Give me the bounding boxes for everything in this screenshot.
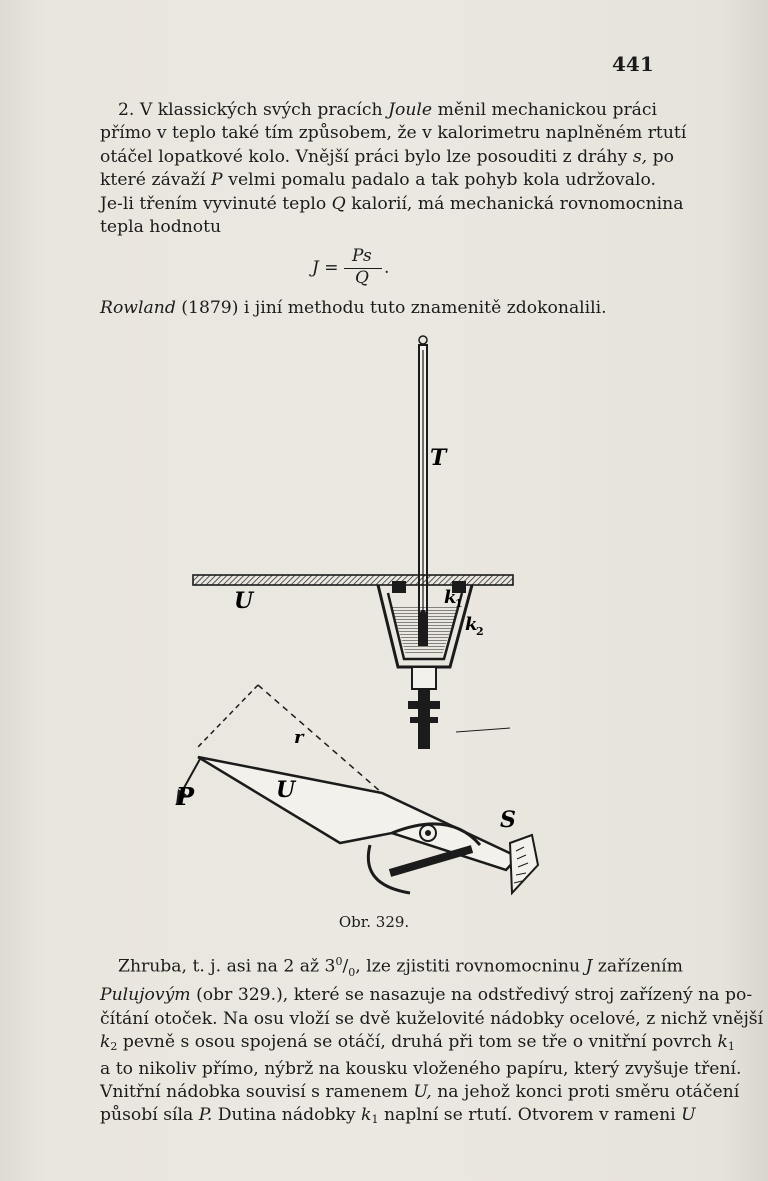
text-line: 2. V klassických svých pracích	[118, 100, 383, 120]
label-t: T	[430, 445, 447, 471]
text-segment: 0	[335, 955, 343, 968]
text-line: přímo v teplo také tím způsobem, že v kalorimetru naplněném rtutí	[100, 123, 687, 144]
text-segment: Vnitřní nádobka souvisí s ramenem	[100, 1082, 408, 1103]
text-line: velmi pomalu padalo a tak pohyb kola udržovalo.	[228, 170, 657, 191]
label-r: r	[294, 727, 304, 748]
text-line: tepla hodnotu	[100, 217, 222, 238]
var-q: Q	[331, 193, 346, 214]
label-k1: k	[444, 587, 457, 608]
text-segment: působí síla	[100, 1105, 194, 1126]
name-rowland: Rowland	[100, 298, 176, 318]
text-line: které závaží	[100, 170, 206, 191]
text-segment: Dutina nádobky	[217, 1105, 356, 1126]
text-line: (1879) i jiní methodu tuto znamenitě zdokonalili.	[181, 298, 607, 318]
var-s: s,	[632, 146, 648, 167]
label-p: P	[176, 782, 195, 811]
page-number: 441	[612, 52, 654, 76]
text-segment: 1	[727, 1039, 735, 1053]
paragraph-pului	[100, 950, 764, 1132]
text-segment: na jehož konci proti směru otáčení	[437, 1082, 740, 1103]
paragraph-rowland	[100, 297, 656, 320]
label-k2: k	[465, 614, 478, 635]
text-line: Je-li třením vyvinuté teplo	[100, 193, 327, 214]
formula-lhs: J =	[312, 258, 339, 278]
var-u: U,	[413, 1082, 432, 1103]
text-line	[100, 984, 753, 1007]
text-line: otáčel lopatkové kolo. Vnější práci bylo lze posouditi z dráhy	[100, 146, 628, 167]
var-k: k	[100, 1031, 111, 1052]
thermometer	[419, 336, 427, 646]
var-k: k	[361, 1105, 372, 1126]
text-line	[100, 950, 683, 984]
figure-caption: Obr. 329.	[338, 913, 410, 931]
text-segment: (obr 329.), které se nasazuje na odstředivý stroj zařízený na po-	[196, 985, 753, 1006]
text-segment: Zhruba, t. j. asi na 2 až 3	[118, 956, 336, 977]
label-s: S	[500, 807, 516, 833]
scale-s	[510, 835, 538, 893]
text-line	[100, 1081, 740, 1104]
text-segment: , lze zjistiti rovnomocninu	[355, 956, 581, 977]
label-k2-sub: 2	[476, 625, 484, 638]
text-segment: 1	[371, 1113, 379, 1127]
formula-period: .	[384, 258, 390, 278]
text-segment: /	[342, 956, 349, 977]
name-pului: Pulujovým	[100, 985, 191, 1006]
text-line: měnil mechanickou práci	[437, 100, 658, 120]
text-line	[100, 1104, 696, 1131]
text-segment: 2	[110, 1039, 118, 1053]
formula-joule-equivalent	[300, 247, 440, 287]
text-segment: zařízením	[597, 956, 683, 977]
text-segment: pevně s osou spojená se otáčí, druhá při tom se tře o vnitřní povrch	[122, 1031, 712, 1052]
var-u: U	[681, 1105, 696, 1126]
text-segment: 0	[348, 966, 356, 980]
figure-pului-apparatus	[160, 325, 560, 905]
text-line: po	[652, 146, 674, 167]
apparatus-diagram	[160, 325, 560, 905]
text-line: čítání otoček. Na osu vloží se dvě kuželovité nádobky ocelové, z nichž vnější	[100, 1008, 764, 1029]
label-u-plate: U	[234, 588, 254, 614]
var-j: J	[585, 956, 593, 977]
text-line: kalorií, má mechanická rovnomocnina	[351, 193, 684, 214]
text-line: a to nikoliv přímo, nýbrž na kousku vloženého papíru, který zvyšuje tření.	[100, 1058, 742, 1079]
paragraph-joule	[100, 99, 687, 239]
text-line	[100, 1031, 735, 1058]
formula-denominator: Q	[355, 268, 369, 288]
arm-u	[198, 757, 518, 893]
text-segment: naplní se rtutí. Otvorem v rameni	[383, 1105, 676, 1126]
formula-numerator: Ps	[352, 246, 372, 266]
label-u-arm: U	[276, 777, 296, 803]
label-k1-sub: 1	[455, 597, 463, 610]
var-k: k	[717, 1031, 728, 1052]
var-p: P.	[198, 1105, 213, 1126]
var-p: P	[211, 170, 223, 191]
name-joule: Joule	[388, 100, 433, 120]
